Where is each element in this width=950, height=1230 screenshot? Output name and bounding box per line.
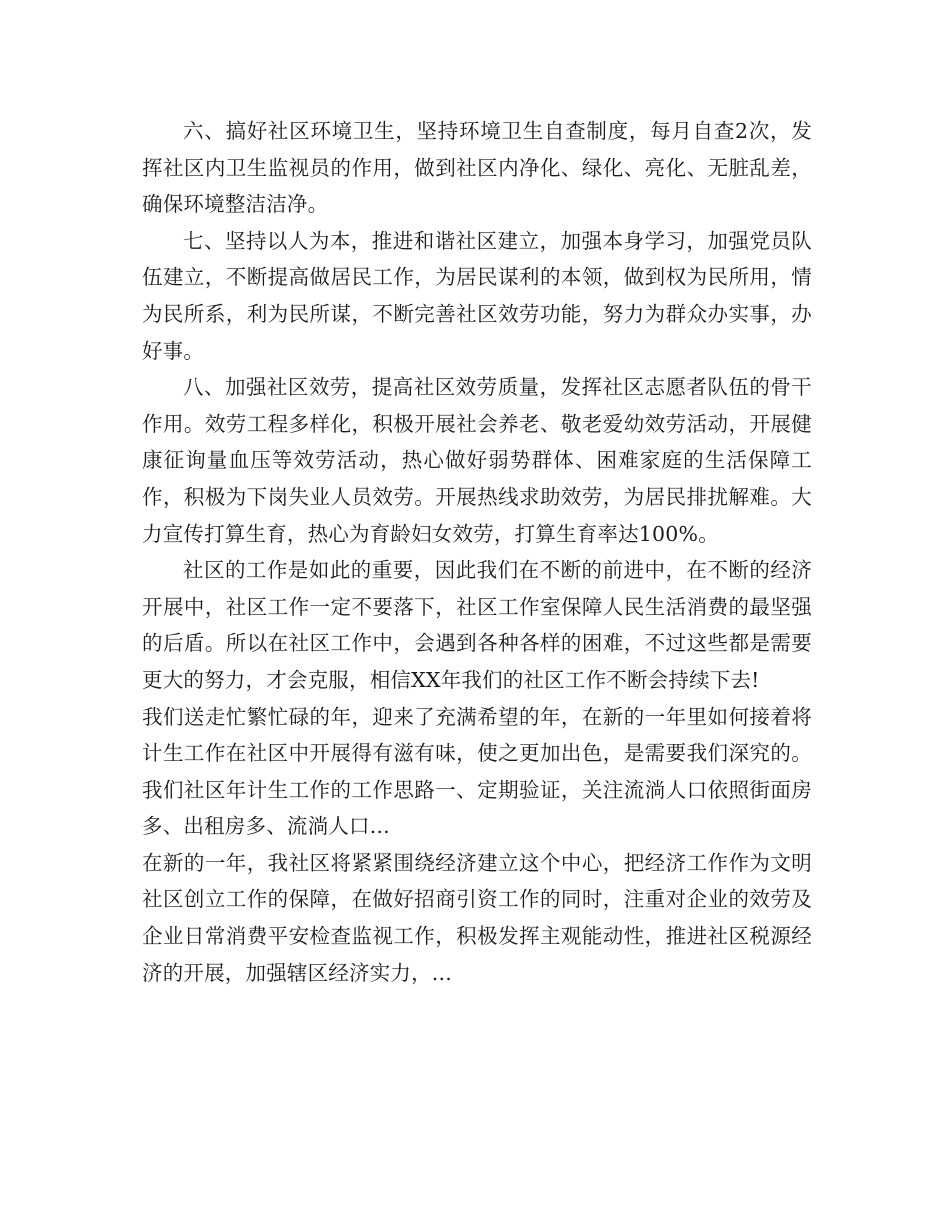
paragraph-environment-sanitation: 六、搞好社区环境卫生，坚持环境卫生自查制度，每月自查2次，发挥社区内卫生监视员的作用，做到社区内净化、绿化、亮化、无脏乱差，确保环境整洁洁净。 [142, 119, 812, 217]
paragraph-economic-work-excerpt: 在新的一年，我社区将紧紧围绕经济建立这个中心，把经济工作作为文明社区创立工作的保障，在做好招商引资工作的同时，注重对企业的效劳及企业日常消费平安检查监视工作，积极发挥主观能动性，推进社区税源经济的开展，加强辖区经济实力，... [142, 850, 812, 985]
paragraph-community-importance: 社区的工作是如此的重要，因此我们在不断的前进中，在不断的经济开展中，社区工作一定不要落下，社区工作室保障人民生活消费的最坚强的后盾。所以在社区工作中，会遇到各种各样的困难，不过这些都是需要更大的努力，才会克服，相信XX年我们的社区工作不断会持续下去! [142, 558, 812, 692]
paragraph-people-oriented: 七、坚持以人为本，推进和谐社区建立，加强本身学习，加强党员队伍建立，不断提高做居民工作，为居民谋利的本领，做到权为民所用，情为民所系，利为民所谋，不断完善社区效劳功能，努力为群众办实事，办好事。 [142, 228, 812, 363]
document-body [142, 113, 812, 991]
paragraph-family-planning-excerpt: 我们送走忙繁忙碌的年，迎来了充满希望的年，在新的一年里如何接着将计生工作在社区中开展得有滋有味，使之更加出色，是需要我们深究的。我们社区年计生工作的工作思路一、定期验证，关注流淌人口依照街面房多、出租房多、流淌人口... [142, 704, 812, 839]
paragraph-community-service: 八、加强社区效劳，提高社区效劳质量，发挥社区志愿者队伍的骨干作用。效劳工程多样化，积极开展社会养老、敬老爱幼效劳活动，开展健康征询量血压等效劳活动，热心做好弱势群体、困难家庭的生活保障工作，积极为下岗失业人员效劳。开展热线求助效劳，为居民排扰解难。大力宣传打算生育，热心为育龄妇女效劳，打算生育率达100%。 [142, 375, 812, 546]
